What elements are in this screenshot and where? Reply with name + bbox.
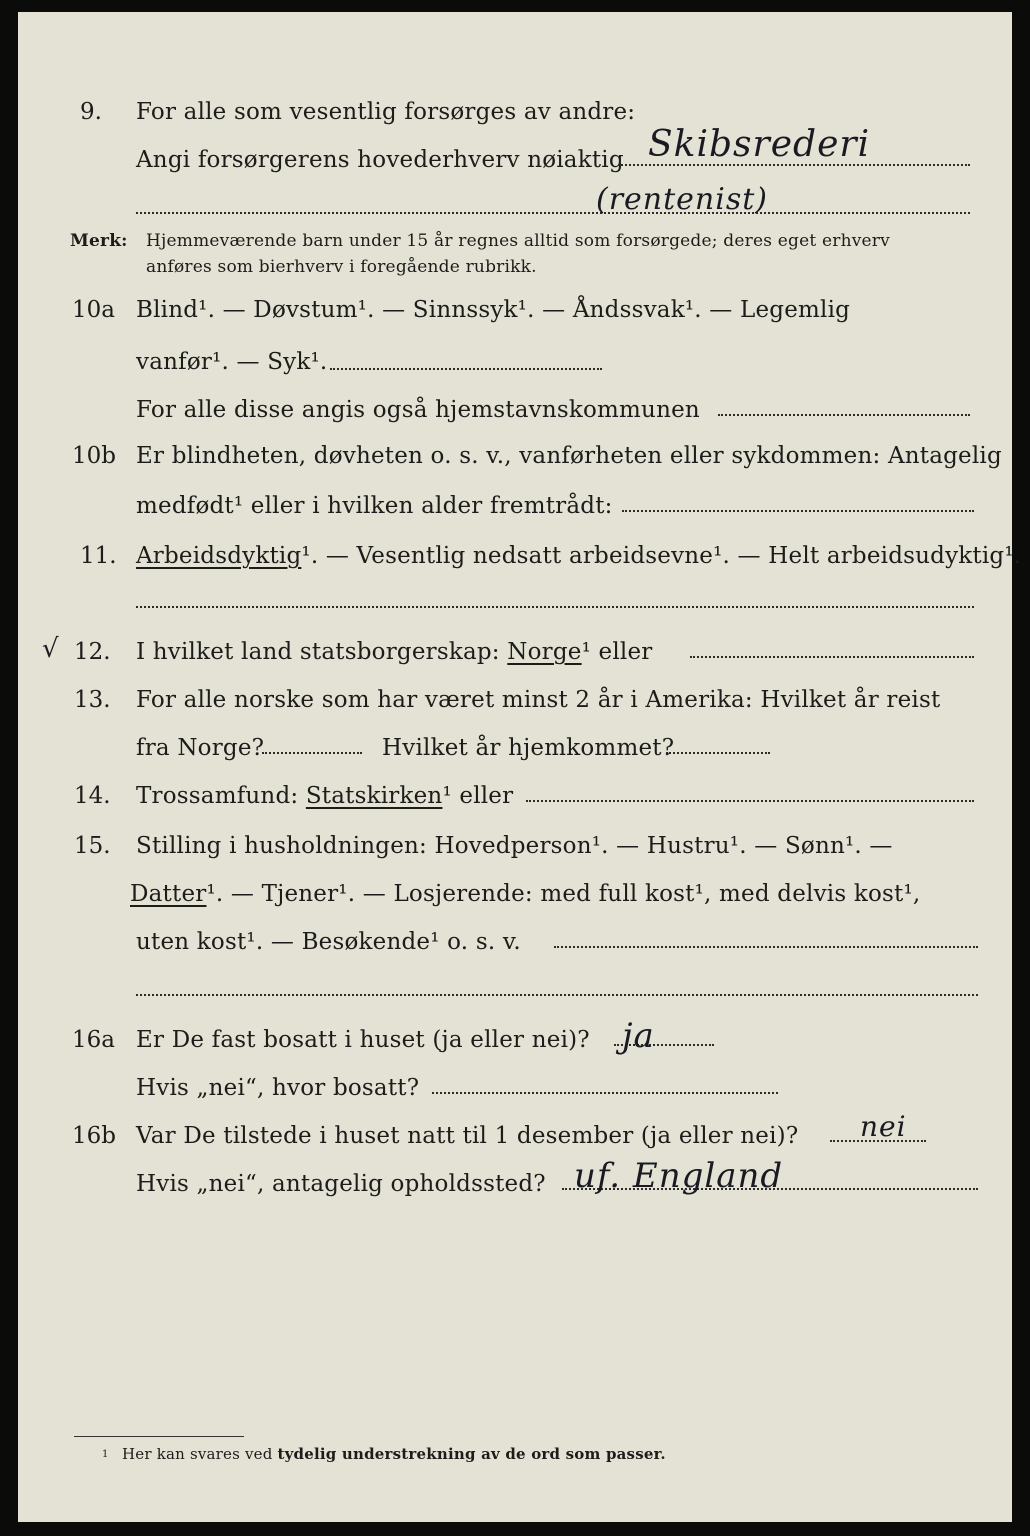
q16b-number: 16b <box>72 1123 116 1149</box>
q10a-line2: vanfør¹. — Syk¹. <box>136 349 328 375</box>
q15-line2-rest: ¹. — Tjener¹. — Losjerende: med full kost¹, med delvis kost¹, <box>206 881 921 907</box>
q14-number: 14. <box>74 783 111 809</box>
q9-handwritten-answer2: (rentenist) <box>596 182 769 217</box>
q10a-line3: For alle disse angis også hjemstavnskommunen <box>136 397 700 423</box>
q10b-line2: medfødt¹ eller i hvilken alder fremtrådt: <box>136 493 613 519</box>
census-form-page <box>18 12 1022 1522</box>
q11-number: 11. <box>80 543 117 569</box>
q9-answer-line2 <box>136 212 970 214</box>
q15-line2 <box>130 880 920 908</box>
q12-prompt: I hvilket land statsborgerskap: <box>136 639 500 665</box>
q10a-answer-line2 <box>718 414 970 416</box>
q11-rest: ¹. — Vesentlig nedsatt arbeidsevne¹. — Helt arbeidsudyktig¹. <box>301 543 1022 569</box>
q15-answer-line1 <box>554 946 978 948</box>
merk-line2: anføres som bierhverv i foregående rubrikk. <box>146 257 537 277</box>
q15-answer-line2 <box>136 994 978 996</box>
q15-line1: Stilling i husholdningen: Hovedperson¹. — Hustru¹. — Sønn¹. — <box>136 833 893 859</box>
q16a-line1: Er De fast bosatt i huset (ja eller nei)? <box>136 1027 590 1053</box>
q10a-answer-line1 <box>330 368 602 370</box>
footnote-text <box>122 1444 666 1464</box>
footnote-text-bold: tydelig understrekning av de ord som passer. <box>277 1445 666 1463</box>
q16b-line1: Var De tilstede i huset natt til 1 desember (ja eller nei)? <box>136 1123 799 1149</box>
q16a-answer-line2 <box>432 1092 778 1094</box>
q16b-handwritten-answer1: nei <box>860 1110 907 1143</box>
q13-line2b: Hvilket år hjemkommet? <box>382 735 675 761</box>
q13-line2a: fra Norge? <box>136 735 265 761</box>
q16b-line2: Hvis „nei“, antagelig opholdssted? <box>136 1171 546 1197</box>
q14-post: ¹ eller <box>442 783 514 809</box>
q13-number: 13. <box>74 687 111 713</box>
merk-label: Merk: <box>70 231 128 251</box>
merk-line1: Hjemmeværende barn under 15 år regnes alltid som forsørgede; deres eget erhverv <box>146 231 890 251</box>
q15-line3: uten kost¹. — Besøkende¹ o. s. v. <box>136 929 521 955</box>
q10b-number: 10b <box>72 443 116 469</box>
q16a-handwritten-answer: ja <box>622 1016 655 1056</box>
q11-answer-line <box>136 606 974 608</box>
q16a-line2: Hvis „nei“, hvor bosatt? <box>136 1075 420 1101</box>
q9-number: 9. <box>80 99 102 125</box>
q16a-number: 16a <box>72 1027 115 1053</box>
q13-answer-line1 <box>262 752 362 754</box>
q16b-handwritten-answer2: uf. England <box>574 1156 784 1196</box>
q14-text <box>136 782 513 810</box>
footnote-mark: 1 <box>102 1449 109 1460</box>
q9-line1: For alle som vesentlig forsørges av andre: <box>136 99 636 125</box>
q11-text <box>136 542 1021 570</box>
q14-prompt: Trossamfund: <box>136 783 299 809</box>
q13-answer-line2 <box>666 752 770 754</box>
q9-line2: Angi forsørgerens hovederhverv nøiaktig <box>136 147 624 173</box>
q10b-line1: Er blindheten, døvheten o. s. v., vanførheten eller sykdommen: Antagelig <box>136 443 1002 469</box>
q14-option-statskirken: Statskirken <box>305 783 443 809</box>
q10b-answer-line <box>622 510 974 512</box>
footnote-rule <box>74 1436 244 1437</box>
q12-post: ¹ eller <box>581 639 653 665</box>
q13-line1: For alle norske som har været minst 2 år i Amerika: Hvilket år reist <box>136 687 941 713</box>
q14-answer-line <box>526 800 974 802</box>
q12-text <box>136 638 652 666</box>
q9-handwritten-answer1: Skibsrederi <box>648 124 871 165</box>
q15-option-datter: Datter <box>130 881 207 907</box>
q12-number: 12. <box>74 639 111 665</box>
q10a-line1: Blind¹. — Døvstum¹. — Sinnssyk¹. — Åndssvak¹. — Legemlig <box>136 297 851 323</box>
q11-option-arbeidsdyktig: Arbeidsdyktig <box>136 543 302 569</box>
q10a-number: 10a <box>72 297 115 323</box>
q12-option-norge: Norge <box>507 639 582 665</box>
q15-number: 15. <box>74 833 111 859</box>
footnote-text-pre: Her kan svares ved <box>122 1445 273 1463</box>
q12-checkmark: √ <box>42 634 60 664</box>
q12-answer-line <box>690 656 974 658</box>
